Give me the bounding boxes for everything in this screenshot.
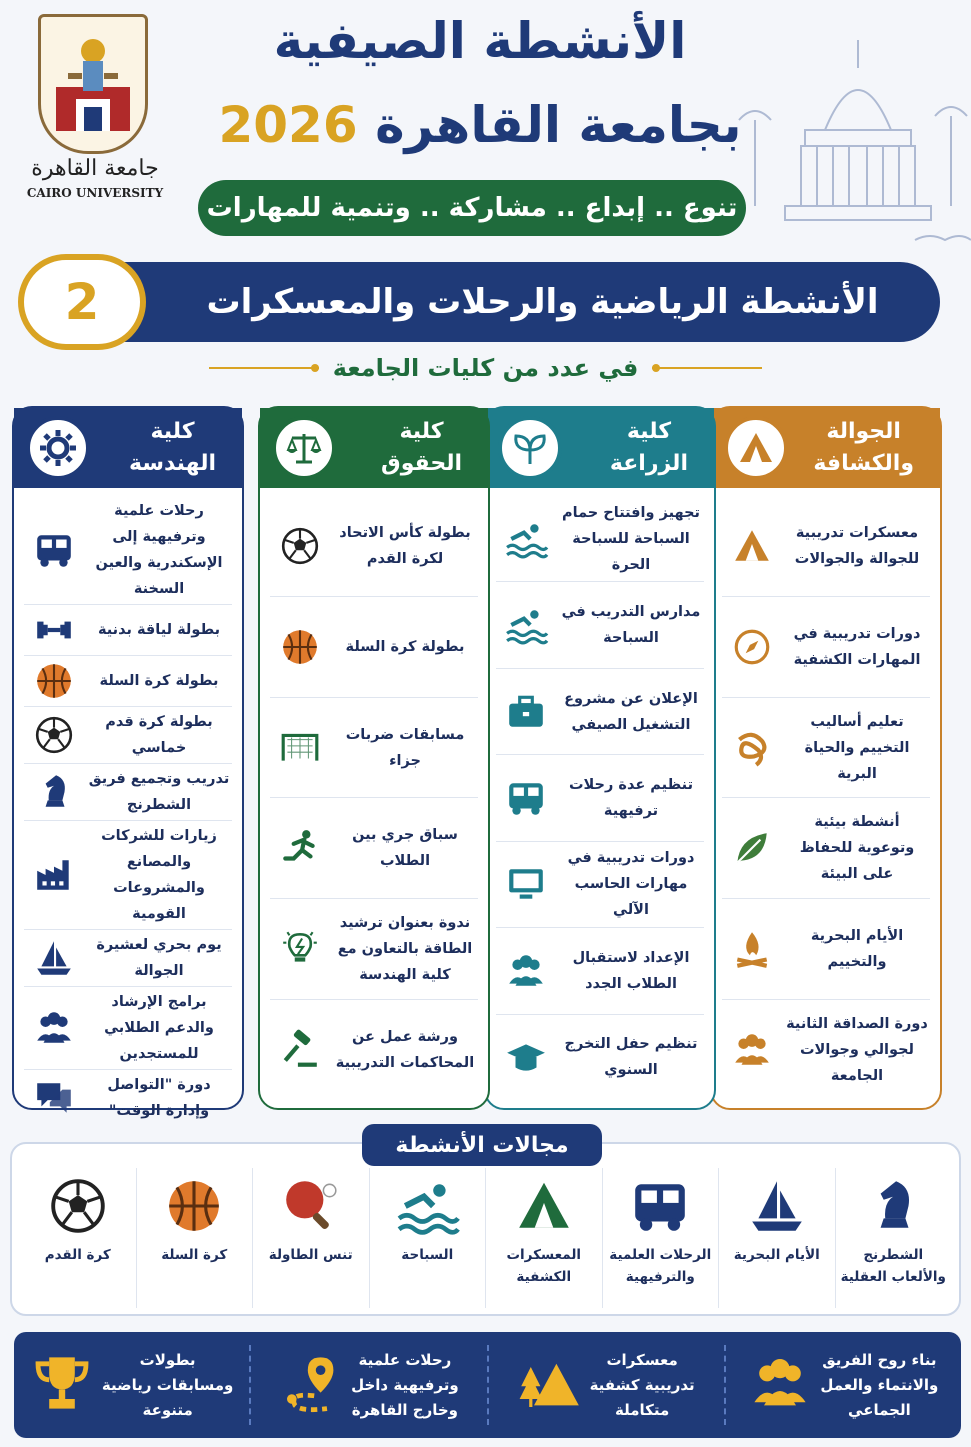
activity-text: مسابقات ضربات جزاء (345, 726, 465, 769)
list-item (496, 755, 704, 841)
benefit-text: بناء روح الفريق والانتماء والعمل الجماعي (820, 1350, 939, 1419)
list-item (24, 496, 232, 605)
activity-text: تنظيم عدة رحلات ترفيهية (568, 776, 694, 819)
activity-text: بطولة كرة السلة (99, 673, 219, 689)
activity-text: يوم بحري لعشيرة الجوالة (96, 937, 222, 979)
main-title-line2 (190, 96, 770, 154)
faculty-column-title: كلية الزراعة (609, 419, 688, 476)
title-university: بجامعة القاهرة (375, 96, 742, 154)
gear-icon (26, 416, 90, 480)
activity-text: دورة الصداقة الثانية لجوالي وجوالات الجامعة (786, 1016, 928, 1085)
group-icon (724, 1027, 780, 1073)
subtitle-divider-right (652, 367, 762, 369)
activity-area-label: الرحلات العلمية والترفيهية (609, 1247, 712, 1285)
list-item (496, 1015, 704, 1100)
benefits-footer (14, 1332, 961, 1438)
activity-text: تعليم أساليب التخييم والحياة البرية (804, 713, 910, 782)
activity-area-item (136, 1168, 253, 1308)
gavel-icon (272, 1027, 328, 1073)
main-title-line1: الأنشطة الصيفية (273, 12, 687, 70)
list-item (270, 496, 478, 597)
tent-icon (724, 523, 780, 569)
benefit-item (724, 1345, 961, 1425)
goal-net-icon (272, 725, 328, 771)
list-item (722, 597, 930, 698)
faculty-activity-list (24, 496, 232, 1119)
list-item (270, 597, 478, 698)
list-item (24, 821, 232, 930)
activity-areas-row (20, 1168, 951, 1308)
benefit-item (487, 1345, 724, 1425)
activity-text: تدريب وتجميع فريق الشطرنج (88, 771, 230, 813)
group-icon (498, 948, 554, 994)
bus-icon (26, 527, 82, 573)
activity-text: معسكرات تدريبية للجوالة والجوالات (794, 524, 920, 567)
activity-area-item (835, 1168, 952, 1308)
camp-trees-icon (518, 1351, 582, 1419)
activity-area-item (485, 1168, 602, 1308)
swimming-icon (396, 1168, 458, 1244)
activity-area-item (718, 1168, 835, 1308)
faculty-activity-list (722, 496, 930, 1100)
factory-icon (26, 852, 82, 898)
list-item (722, 899, 930, 1000)
soccer-ball-icon (26, 712, 82, 758)
ping-pong-icon (280, 1168, 342, 1244)
dumbbell-icon (26, 607, 82, 653)
list-item (496, 669, 704, 755)
faculty-activity-list (270, 496, 478, 1100)
activity-text: الأيام البحرية والتخييم (810, 928, 904, 971)
sprout-icon (498, 416, 562, 480)
faculty-column (484, 406, 716, 1110)
activity-text: برامج الإرشاد والدعم الطلابي للمستجدين (104, 994, 214, 1062)
activity-text: دورات تدريبية في المهارات الكشفية (793, 625, 921, 668)
chess-knight-icon (26, 769, 82, 815)
activity-area-label: الشطرنج والألعاب العقلية (840, 1247, 946, 1285)
activity-text: بطولة كرة قدم خماسي (105, 714, 213, 756)
list-item (24, 764, 232, 821)
list-item (270, 1000, 478, 1100)
activity-area-item (369, 1168, 486, 1308)
bus-icon (498, 775, 554, 821)
tent-icon (513, 1168, 575, 1244)
benefit-text: معسكرات تدريبية كشفية متكاملة (589, 1350, 695, 1419)
faculty-column (258, 406, 490, 1110)
chess-knight-icon (862, 1168, 924, 1244)
chat-icon (26, 1075, 82, 1121)
pharaoh-scribe-icon (48, 29, 138, 139)
activity-text: سباق جري بين الطلاب (352, 827, 458, 870)
route-pin-icon (279, 1351, 343, 1419)
faculty-column-title: الجوالة والكشافة (813, 419, 914, 476)
list-item (24, 987, 232, 1070)
activity-text: ورشة عمل عن المحاكمات التدريبية (335, 1029, 475, 1072)
activity-areas-title: مجالات الأنشطة (362, 1124, 602, 1166)
slogan-pill: تنوع .. إبداع .. مشاركة .. وتنمية للمهارات (198, 180, 746, 236)
subtitle-text: في عدد من كليات الجامعة (332, 354, 639, 382)
computer-icon (498, 861, 554, 907)
list-item (496, 842, 704, 928)
benefit-item (249, 1345, 486, 1425)
faculty-column-header (712, 408, 940, 488)
list-item (496, 582, 704, 668)
list-item (722, 798, 930, 899)
leaf-icon (724, 825, 780, 871)
activity-text: دورة "التواصل وإدارة الوقت" (107, 1077, 211, 1119)
benefit-text: بطولات ومسابقات رياضية متنوعة (101, 1350, 234, 1419)
list-item (24, 605, 232, 656)
activity-text: زيارات للشركات والمصانع والمشروعات القومية (101, 828, 217, 922)
logo-english-name: CAIRO UNIVERSITY (26, 186, 164, 200)
list-item (24, 707, 232, 764)
basketball-icon (272, 624, 328, 670)
scales-icon (272, 416, 336, 480)
activity-area-label: المعسكرات الكشفية (506, 1247, 582, 1285)
compass-icon (724, 624, 780, 670)
benefit-item (14, 1345, 249, 1425)
activity-text: الإعلان عن مشروع التشغيل الصيفي (564, 690, 698, 733)
campfire-icon (724, 926, 780, 972)
faculty-column (710, 406, 942, 1110)
university-dome-illustration (745, 10, 971, 240)
faculty-activity-list (496, 496, 704, 1100)
logo-arabic-name: جامعة القاهرة (31, 156, 159, 181)
activity-text: ندوة بعنوان ترشيد الطاقة بالتعاون مع كلية الهندسة (337, 915, 473, 984)
activity-text: بطولة لياقة بدنية (97, 622, 221, 638)
faculty-column-title: كلية الحقوق (381, 419, 462, 476)
faculty-column-header (260, 408, 488, 488)
soccer-ball-icon (47, 1168, 109, 1244)
tent-icon (724, 416, 788, 480)
section-banner: الأنشطة الرياضية والرحلات والمعسكرات (105, 262, 940, 342)
activity-text: تجهيز وافتتاح حمام السباحة للسباحة الحرة (562, 504, 700, 573)
activity-area-item (602, 1168, 719, 1308)
activity-text: مدارس التدريب في السباحة (561, 604, 701, 647)
lightbulb-icon (272, 926, 328, 972)
activity-text: بطولة كأس الاتحاد لكرة القدم (339, 524, 471, 567)
soccer-ball-icon (272, 523, 328, 569)
activity-text: بطولة كرة السلة (345, 638, 465, 655)
runner-icon (272, 825, 328, 871)
rope-knot-icon (724, 725, 780, 771)
list-item (722, 1000, 930, 1100)
section-number-badge: 2 (18, 254, 146, 350)
sailboat-icon (746, 1168, 808, 1244)
activity-area-item (20, 1168, 136, 1308)
trophy-icon (30, 1351, 94, 1419)
list-item (496, 928, 704, 1014)
briefcase-icon (498, 689, 554, 735)
basketball-icon (163, 1168, 225, 1244)
activity-area-item (252, 1168, 369, 1308)
activity-text: تنظيم حفل التخرج السنوي (564, 1036, 698, 1079)
cairo-university-logo (38, 14, 148, 154)
list-item (722, 496, 930, 597)
section-subtitle (200, 350, 771, 386)
activity-text: الإعداد لاستقبال الطلاب الجدد (572, 949, 690, 992)
list-item (722, 698, 930, 799)
swimmer-icon (498, 602, 554, 648)
activity-text: دورات تدريبية في مهارات الحاسب الآلي (567, 850, 695, 919)
basketball-icon (26, 658, 82, 704)
list-item (24, 1070, 232, 1126)
activity-text: رحلات علمية وترفيهية إلى الإسكندرية والعين السخنة (95, 503, 223, 597)
list-item (24, 930, 232, 987)
list-item (270, 798, 478, 899)
people-icon (26, 1005, 82, 1051)
faculty-column-header (14, 408, 242, 488)
benefit-text: رحلات علمية وترفيهية داخل وخارج القاهرة (351, 1350, 459, 1419)
list-item (496, 496, 704, 582)
list-item (270, 698, 478, 799)
activity-area-label: تنس الطاولة (268, 1247, 353, 1263)
list-item (270, 899, 478, 1000)
teamwork-icon (748, 1351, 812, 1419)
list-item (24, 656, 232, 707)
faculty-column-header (486, 408, 714, 488)
activity-area-label: كرة السلة (161, 1247, 228, 1263)
activity-area-label: كرة القدم (44, 1247, 111, 1263)
subtitle-divider-left (209, 367, 319, 369)
activity-area-label: السباحة (401, 1247, 454, 1263)
sailboat-icon (26, 935, 82, 981)
activity-area-label: الأيام البحرية (733, 1247, 820, 1263)
faculty-column (12, 406, 244, 1119)
swimming-icon (498, 516, 554, 562)
graduation-cap-icon (498, 1034, 554, 1080)
title-year: 2026 (218, 96, 358, 154)
bus-icon (629, 1168, 691, 1244)
activity-text: أنشطة بيئية وتوعوية للحفاظ على البيئة (799, 814, 915, 883)
faculty-column-title: كلية الهندسة (129, 419, 216, 476)
